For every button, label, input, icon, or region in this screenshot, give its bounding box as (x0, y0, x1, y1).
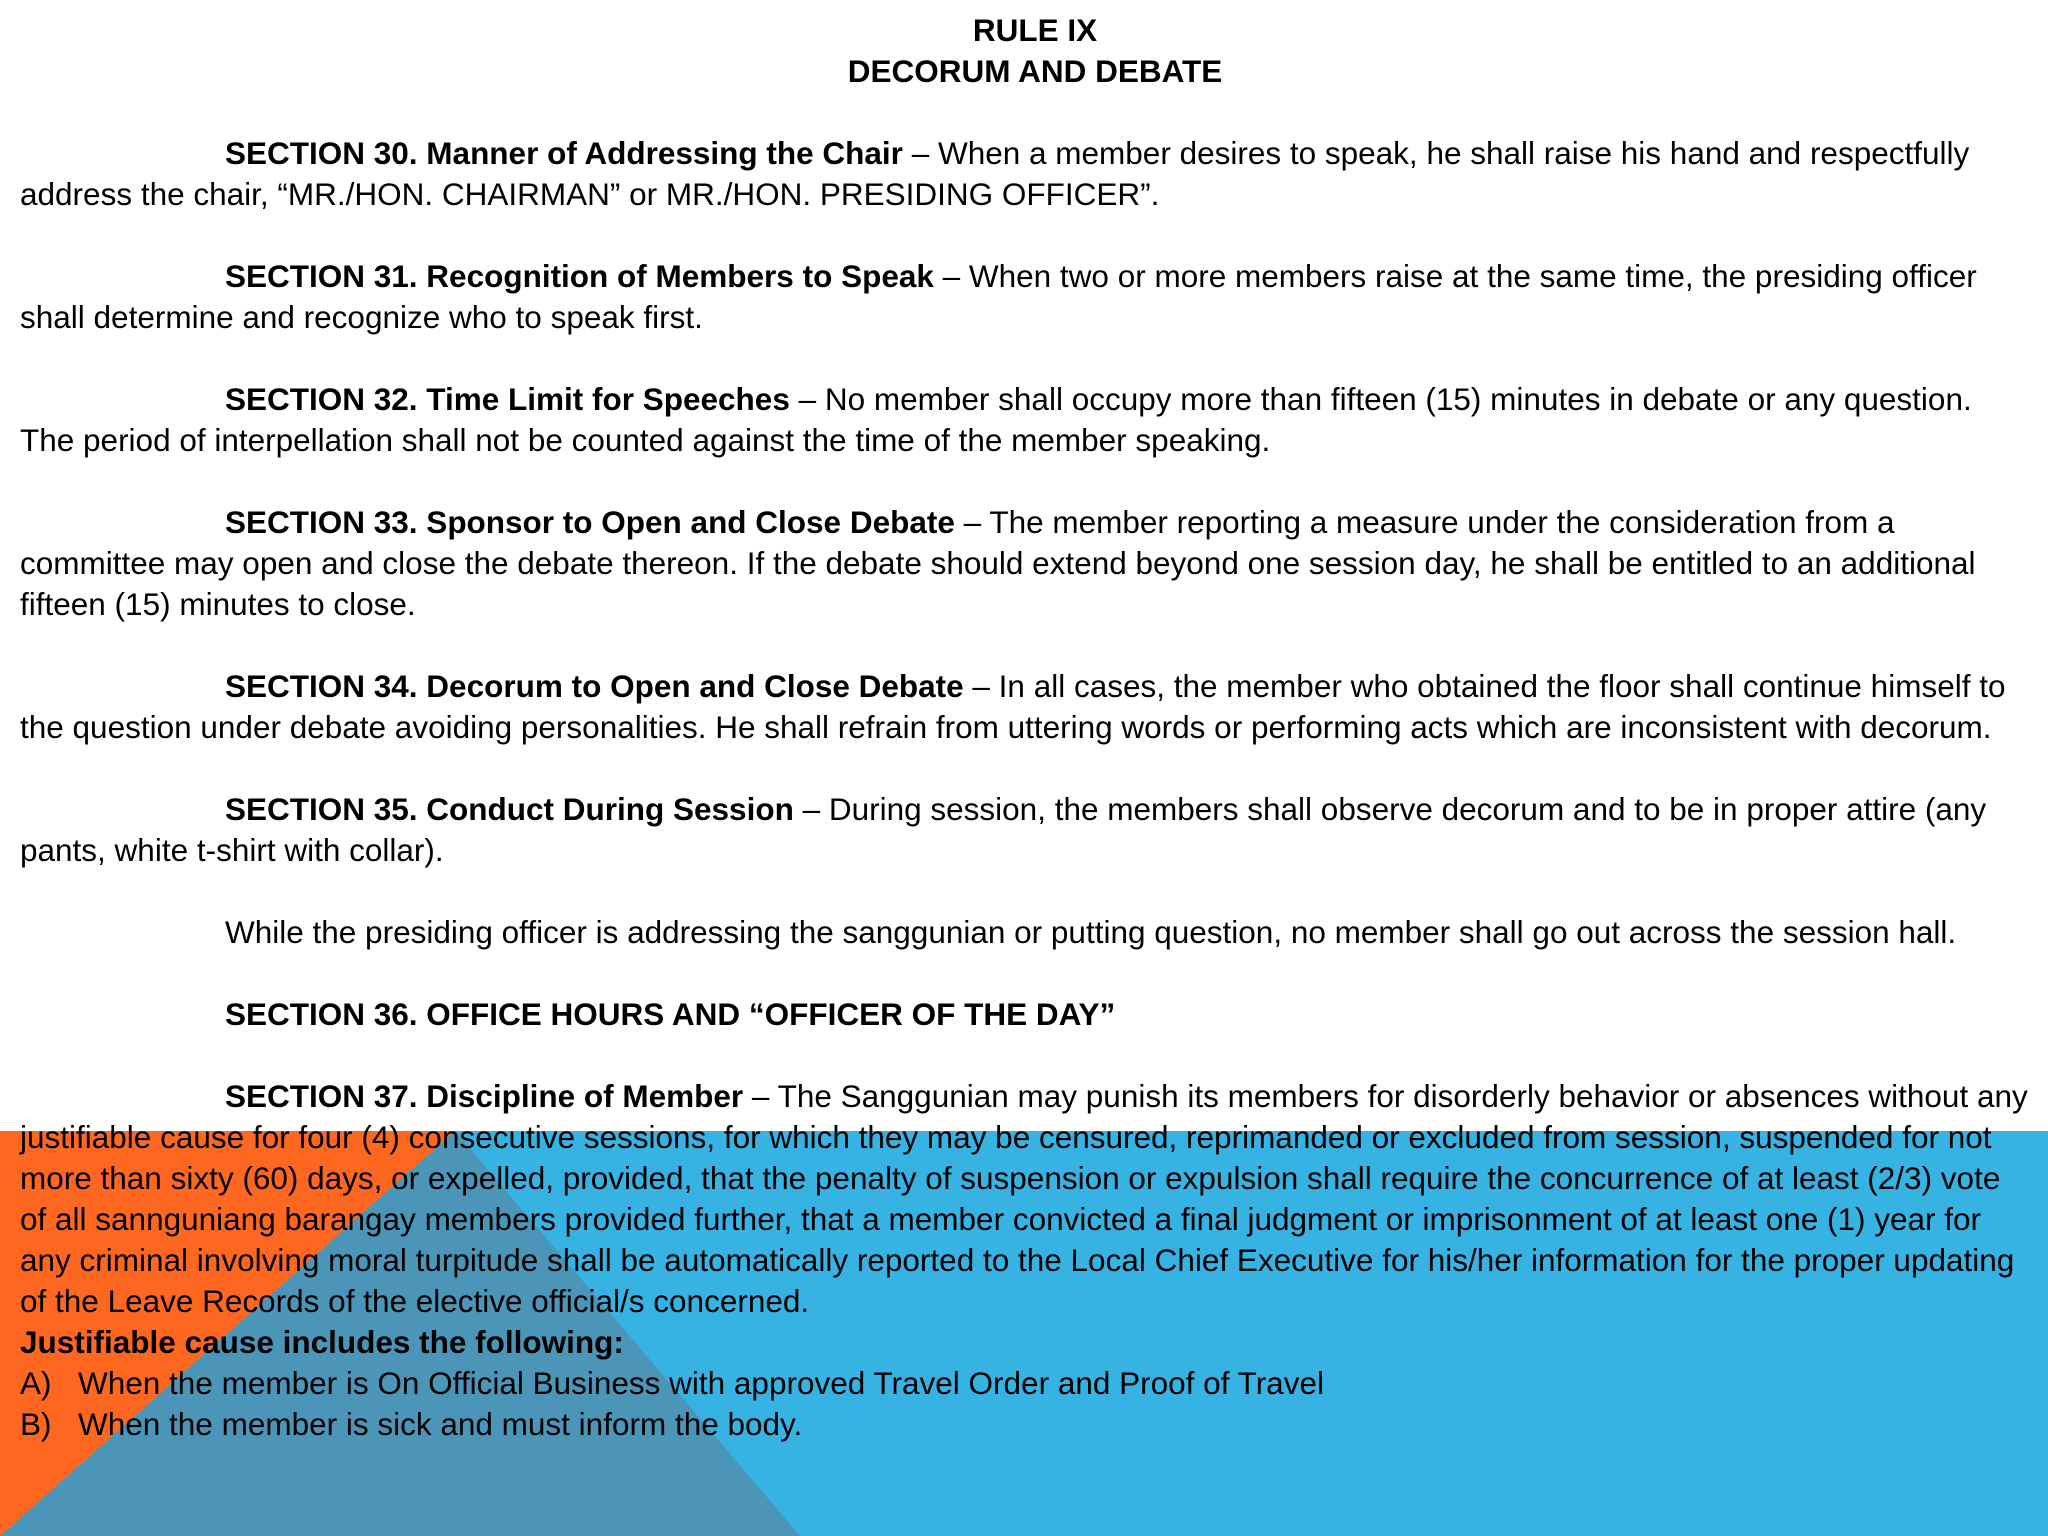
rule-title: RULE IX (972, 12, 1098, 48)
section-32 (20, 379, 2030, 461)
section-text: – When two or more members raise at the same time, the presiding officer shall determine and recognize who to speak first. (20, 258, 1977, 335)
section-text: – The member reporting a measure under the consideration from a committee may open and close the debate thereon. If the debate should extend beyond one session day, he shall be entitled to an additional fifteen (15) minutes to close. (20, 504, 1976, 622)
spacer (20, 1035, 2030, 1076)
section-heading: SECTION 34. Decorum to Open and Close Debate (225, 668, 964, 704)
justifiable-heading: Justifiable cause includes the following: (20, 1324, 624, 1360)
spacer (20, 625, 2030, 666)
spacer (20, 953, 2030, 994)
section-text: – The Sanggunian may punish its members for disorderly behavior or absences without any justifiable cause for four (4) consecutive sessions, for which they may be censured, reprimanded or excluded from session, suspended for not more than sixty (60) days, or expelled, provided, that the penalty of suspension or expulsion shall require the concurrence of at least (2/3) vote of all sannguniang barangay members provided further, that a member convicted a final judgment or imprisonment of at least one (1) year for any criminal involving moral turpitude shall be automatically reported to the Local Chief Executive for his/her information for the proper updating of the Leave Records of the elective official/s concerned. (20, 1078, 2028, 1319)
section-heading: SECTION 30. Manner of Addressing the Chair (225, 135, 903, 171)
section-30 (20, 133, 2030, 215)
spacer (20, 871, 2030, 912)
spacer (20, 461, 2030, 502)
section-text: – When a member desires to speak, he shall raise his hand and respectfully address the chair, “MR./HON. CHAIRMAN” or MR./HON. PRESIDING OFFICER”. (20, 135, 1970, 212)
section-35-paragraph (20, 912, 2030, 953)
section-34 (20, 666, 2030, 748)
section-31 (20, 256, 2030, 338)
section-heading: SECTION 33. Sponsor to Open and Close Debate (225, 504, 955, 540)
section-text: – During session, the members shall observe decorum and to be in proper attire (any pants, white t-shirt with collar). (20, 791, 1987, 868)
list-item (20, 1363, 2030, 1404)
section-36 (20, 994, 2030, 1035)
list-item-text: When the member is On Official Business with approved Travel Order and Proof of Travel (78, 1365, 1324, 1401)
section-heading: SECTION 36. OFFICE HOURS AND “OFFICER OF THE DAY” (225, 996, 1116, 1032)
spacer (20, 748, 2030, 789)
spacer (20, 215, 2030, 256)
section-heading: SECTION 31. Recognition of Members to Speak (225, 258, 934, 294)
section-text: – In all cases, the member who obtained the floor shall continue himself to the question under debate avoiding personalities. He shall refrain from uttering words or performing acts which are inconsistent with decorum. (20, 668, 2006, 745)
section-heading: SECTION 37. Discipline of Member (225, 1078, 744, 1114)
section-37 (20, 1076, 2030, 1322)
section-heading: SECTION 32. Time Limit for Speeches (225, 381, 790, 417)
section-33 (20, 502, 2030, 625)
section-text: – No member shall occupy more than fifteen (15) minutes in debate or any question. The period of interpellation shall not be counted against the time of the member speaking. (20, 381, 1972, 458)
rule-subtitle: DECORUM AND DEBATE (847, 53, 1223, 89)
spacer (20, 92, 2030, 133)
list-item-label: A) (20, 1365, 52, 1401)
list-item (20, 1404, 2030, 1445)
section-heading: SECTION 35. Conduct During Session (225, 791, 794, 827)
document-body (20, 10, 2030, 1445)
list-item-label: B) (20, 1406, 52, 1442)
section-35 (20, 789, 2030, 871)
list-item-text: When the member is sick and must inform the body. (78, 1406, 803, 1442)
spacer (20, 338, 2030, 379)
section-text: While the presiding officer is addressing the sanggunian or putting question, no member shall go out across the session hall. (225, 914, 1957, 950)
